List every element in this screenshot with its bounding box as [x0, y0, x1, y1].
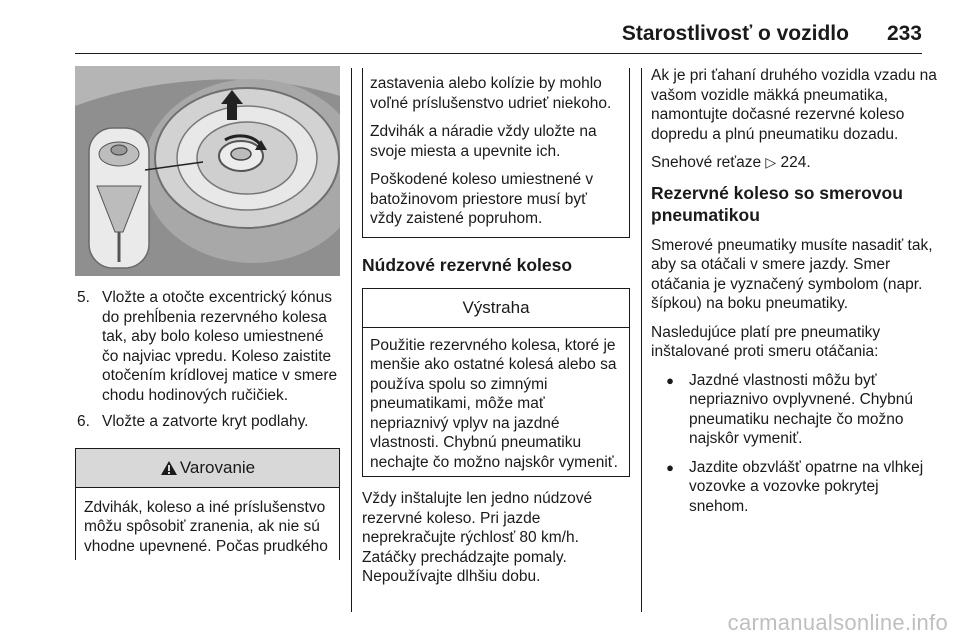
step-number: 6.: [77, 413, 90, 430]
step-text: Vložte a otočte excentrický kónus do prehĺbenia rezervného kolesa tak, aby bolo koleso umiestnené čo najviac vpredu. Koleso zaistite otočením krídlovej matice v smere chodu hodinových ručičiek.: [102, 289, 338, 404]
warning-header: [76, 449, 339, 488]
page-title: Starostlivosť o vozidlo: [621, 22, 849, 45]
warning-box: [75, 448, 340, 561]
column-divider: [641, 68, 642, 612]
body-paragraph: Vždy inštalujte len jedno núdzové rezervné koleso. Pri jazde neprekračujte rýchlosť 80 km/h. Zatáčky prechádzajte pomaly. Nepoužívajte dlhšiu dobu.: [362, 490, 593, 585]
reference-page[interactable]: 224.: [780, 154, 811, 171]
column-divider: [351, 68, 352, 612]
section-heading: Núdzové rezervné koleso: [362, 254, 573, 275]
page-number: 233: [886, 22, 922, 45]
warning-text: zastavenia alebo kolízie by mohlo voľné príslušenstvo udrieť niekoho.: [370, 75, 612, 112]
cross-reference: [651, 153, 941, 173]
warning-text: Zdvihák a náradie vždy uložte na svoje miesta a upevnite ich.: [370, 123, 597, 160]
warning-text: Zdvihák, koleso a iné príslušenstvo môžu spôsobiť zranenia, ak nie sú vhodne upevnené. Počas prudkého: [84, 498, 328, 555]
section-heading: Rezervné koleso so smerovou pneumatikou: [651, 182, 903, 225]
watermark: carmanualsonline.info: [727, 610, 948, 635]
column-3: [651, 66, 941, 525]
warning-triangle-icon: [160, 460, 178, 476]
bullet-list: [651, 371, 941, 517]
list-item: [75, 288, 340, 405]
header-divider: [75, 53, 922, 54]
caution-text: Použitie rezervného kolesa, ktoré je menšie ako ostatné kolesá alebo sa používa spolu so zimnými pneumatikami, môže mať nepriaznivý vplyv na jazdné vlastnosti. Chybnú pneumatiku nechajte čo možno najskôr vymeniť.: [370, 336, 618, 471]
step-number: 5.: [77, 289, 90, 306]
page-header: [75, 22, 922, 54]
body-paragraph: Ak je pri ťahaní druhého vozidla vzadu na vašom vozidle mäkká pneumatika, namontujte dočasné rezervné koleso dopredu a plnú pneumatiku dozadu.: [651, 67, 937, 143]
list-item: [651, 371, 941, 449]
body-paragraph: Nasledujúce platí pre pneumatiky inštalované proti smeru otáčania:: [651, 323, 881, 360]
warning-box-continued: [362, 68, 630, 238]
spare-wheel-illustration: [75, 66, 340, 276]
caution-header: Výstraha: [363, 289, 629, 328]
bullet-icon: ●: [666, 372, 674, 388]
list-item: [651, 458, 941, 517]
bullet-text: Jazdite obzvlášť opatrne na vlhkej vozovke a vozovke pokrytej snehom.: [689, 458, 924, 515]
reference-label: Snehové reťaze: [651, 154, 762, 171]
column-2: [362, 68, 630, 596]
step-text: Vložte a zatvorte kryt podlahy.: [102, 413, 309, 430]
warning-title: Varovanie: [179, 457, 256, 477]
list-item: [75, 412, 340, 432]
body-paragraph: Smerové pneumatiky musíte nasadiť tak, aby sa otáčali v smere jazdy. Smer otáčania je vyznačený symbolom (napr. šípkou) na boku pneumatiky.: [651, 236, 933, 312]
bullet-text: Jazdné vlastnosti môžu byť nepriaznivo ovplyvnené. Chybnú pneumatiku nechajte čo možno najskôr vymeniť.: [689, 371, 914, 447]
column-1: [75, 66, 340, 560]
steps-list: [75, 288, 340, 432]
caution-box: [362, 288, 630, 478]
warning-text: Poškodené koleso umiestnené v batožinovom priestore musí byť vždy zaistené popruhom.: [370, 171, 594, 227]
bullet-icon: ●: [666, 459, 674, 475]
page-reference-arrow-icon: ▷: [765, 154, 777, 170]
